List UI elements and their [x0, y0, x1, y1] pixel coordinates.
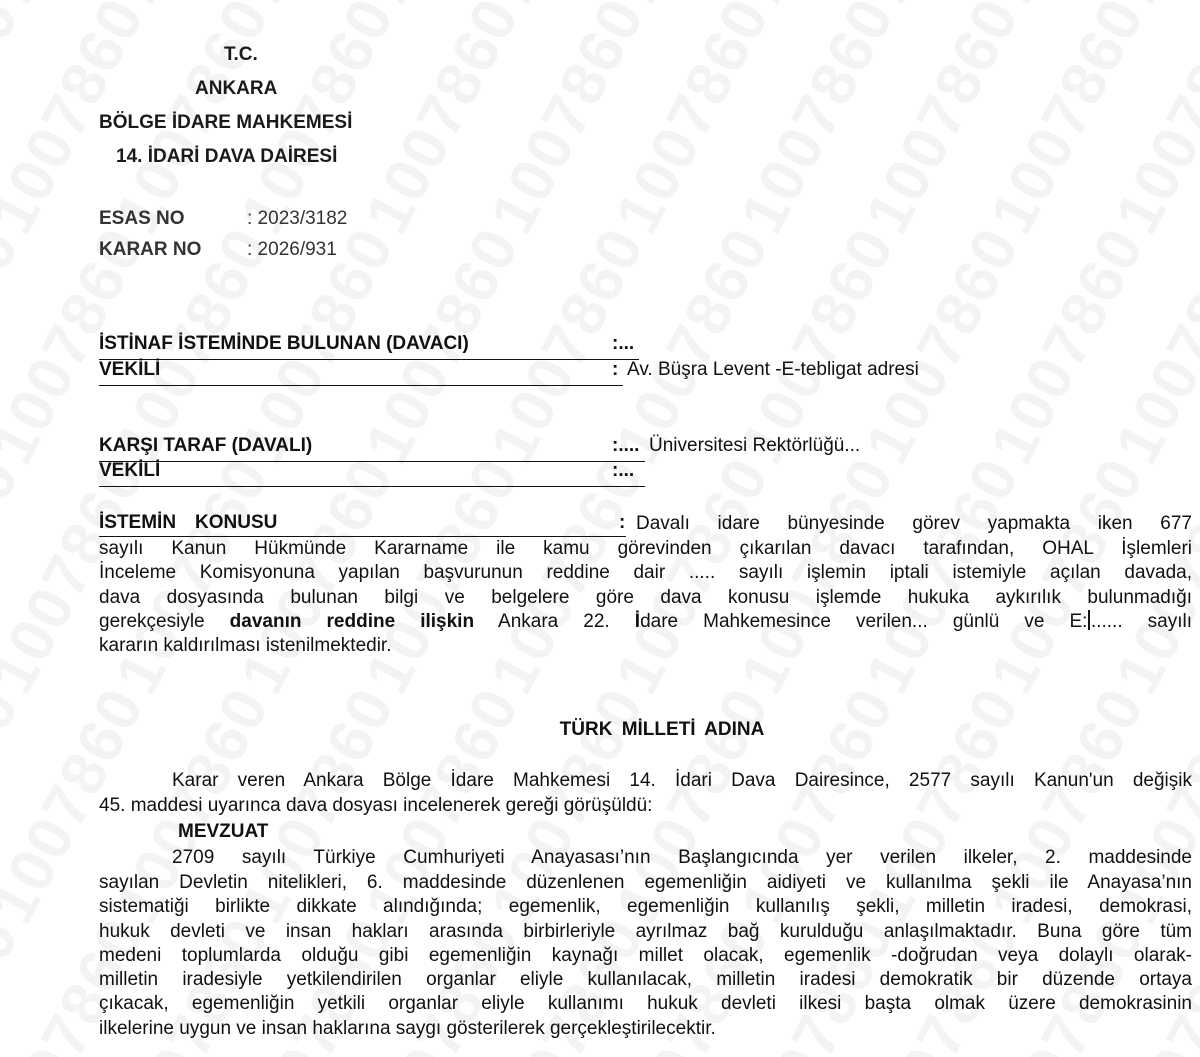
court-chamber: 14. İDARİ DAVA DAİRESİ [116, 146, 338, 167]
subject-label-2: KONUSU [195, 512, 278, 533]
body-line: medeni toplumlarda olduğu gibi egemenliğin kaynağı millet olacak, egemenlik -doğrudan veya dolaylı olarak- [99, 944, 1192, 966]
body-line: sistematiği birlikte dikkate alındığında; egemenlik, egemenliğin kullanılış şekli, milletin iradesi, demokrasi, [99, 896, 1192, 918]
respondent-row [99, 435, 645, 462]
subject-text [99, 537, 1192, 658]
subject-line: kararın kaldırılması istenilmektedir. [99, 635, 392, 657]
esas-label: ESAS NO [99, 208, 185, 229]
subject-line5-bold: davanın reddine ilişkin [229, 610, 475, 632]
body-line: 2709 sayılı Türkiye Cumhuriyeti Anayasası’nın Başlangıcında yer verilen ilkeler, 2. maddesinde [172, 847, 1192, 868]
subject-text-first [636, 512, 1192, 536]
body-line: ilkelerine uygun ve insan haklarına saygı gösterilerek gerçekleştirilecektir. [99, 1017, 716, 1039]
body-line: milletin iradesiyle yetkilendirilen organlar eliyle kullanılacak, milletin iradesi demokratik bir düzende ortaya [99, 969, 1192, 991]
subject-line: dava dosyasında bulunan bilgi ve belgelere göre dava konusu işlemde hukuka aykırılık bulunmadığı [99, 586, 1192, 608]
subject-line [99, 610, 1192, 634]
appellant-row [99, 333, 639, 360]
appellant-counsel-row [99, 359, 623, 386]
court-name: BÖLGE İDARE MAHKEMESİ [99, 112, 353, 133]
text-cursor [1088, 610, 1090, 630]
respondent-counsel-value: :... [612, 460, 635, 481]
respondent-colon: :.... [612, 435, 640, 456]
subject-line5-de [635, 611, 1192, 632]
subject-line5-d: İ [634, 610, 641, 632]
subject-line5-a: gerekçesiyle [99, 610, 205, 632]
body-line: hukuk devleti ve insan hakları arasında birbirleriyle ayrılmaz bağ kurulduğu anlaşılmaktadır. Buna göre tüm [99, 920, 1192, 942]
body-first-line [172, 846, 1192, 870]
intro-first-line [172, 769, 1192, 793]
intro-rest [99, 794, 1192, 818]
appellant-counsel-colon: : [612, 359, 619, 380]
intro-line: Karar veren Ankara Bölge İdare Mahkemesi 14. İdari Dava Dairesince, 2577 sayılı Kanun'un değişik [172, 770, 1192, 791]
subject-colon: : [619, 512, 626, 533]
court-city: ANKARA [195, 78, 278, 99]
subject-line5-c: Ankara 22. [498, 610, 610, 632]
subject-label [99, 512, 626, 537]
subject-line: Davalı idare bünyesinde görev yapmakta iken 677 [636, 513, 1192, 534]
subject-line5-f: ...... sayılı [1090, 610, 1193, 632]
karar-value: : 2026/931 [247, 239, 337, 260]
subject-label-1: İSTEMİN [99, 512, 177, 533]
body-line: çıkacak, egemenliğin yetkili organlar eliyle kullanımı hukuk devleti ilkesi başta olmak üzere demokrasinin [99, 993, 1192, 1015]
appellant-counsel-value: Av. Büşra Levent -E-tebligat adresi [627, 359, 919, 380]
respondent-counsel-label: VEKİLİ [99, 460, 161, 481]
subject-line5-e: dare Mahkemesince verilen... günlü ve E: [640, 610, 1088, 632]
appellant-counsel-label: VEKİLİ [99, 359, 161, 380]
karar-label: KARAR NO [99, 239, 202, 260]
subject-line: İnceleme Komisyonuna yapılan başvurunun reddine dair ..... sayılı işlemin iptali istemiyle açılan davada, [99, 562, 1192, 584]
body-text [99, 871, 1192, 1041]
decision-heading: TÜRK MİLLETİ ADINA [559, 719, 765, 740]
intro-line: 45. maddesi uyarınca dava dosyası incelenerek gereği görüşüldü: [99, 795, 653, 816]
court-tc: T.C. [224, 44, 258, 65]
section-title: MEVZUAT [178, 821, 269, 842]
subject-line: sayılı Kanun Hükmünde Kararname ile kamu görevinden çıkarılan davacı tarafından, OHAL İşlemleri [99, 538, 1192, 559]
respondent-label: KARŞI TARAF (DAVALI) [99, 435, 313, 456]
respondent-counsel-row [99, 460, 645, 487]
body-line: sayılan Devletin nitelikleri, 6. maddesinde düzenlenen egemenliğin aidiyeti ve kullanılma şekli ile Anayasa’nın [99, 872, 1192, 893]
appellant-value: :... [612, 333, 635, 354]
respondent-value: Üniversitesi Rektörlüğü... [649, 435, 861, 456]
esas-value: : 2023/3182 [247, 208, 348, 229]
appellant-label: İSTİNAF İSTEMİNDE BULUNAN (DAVACI) [99, 333, 469, 354]
